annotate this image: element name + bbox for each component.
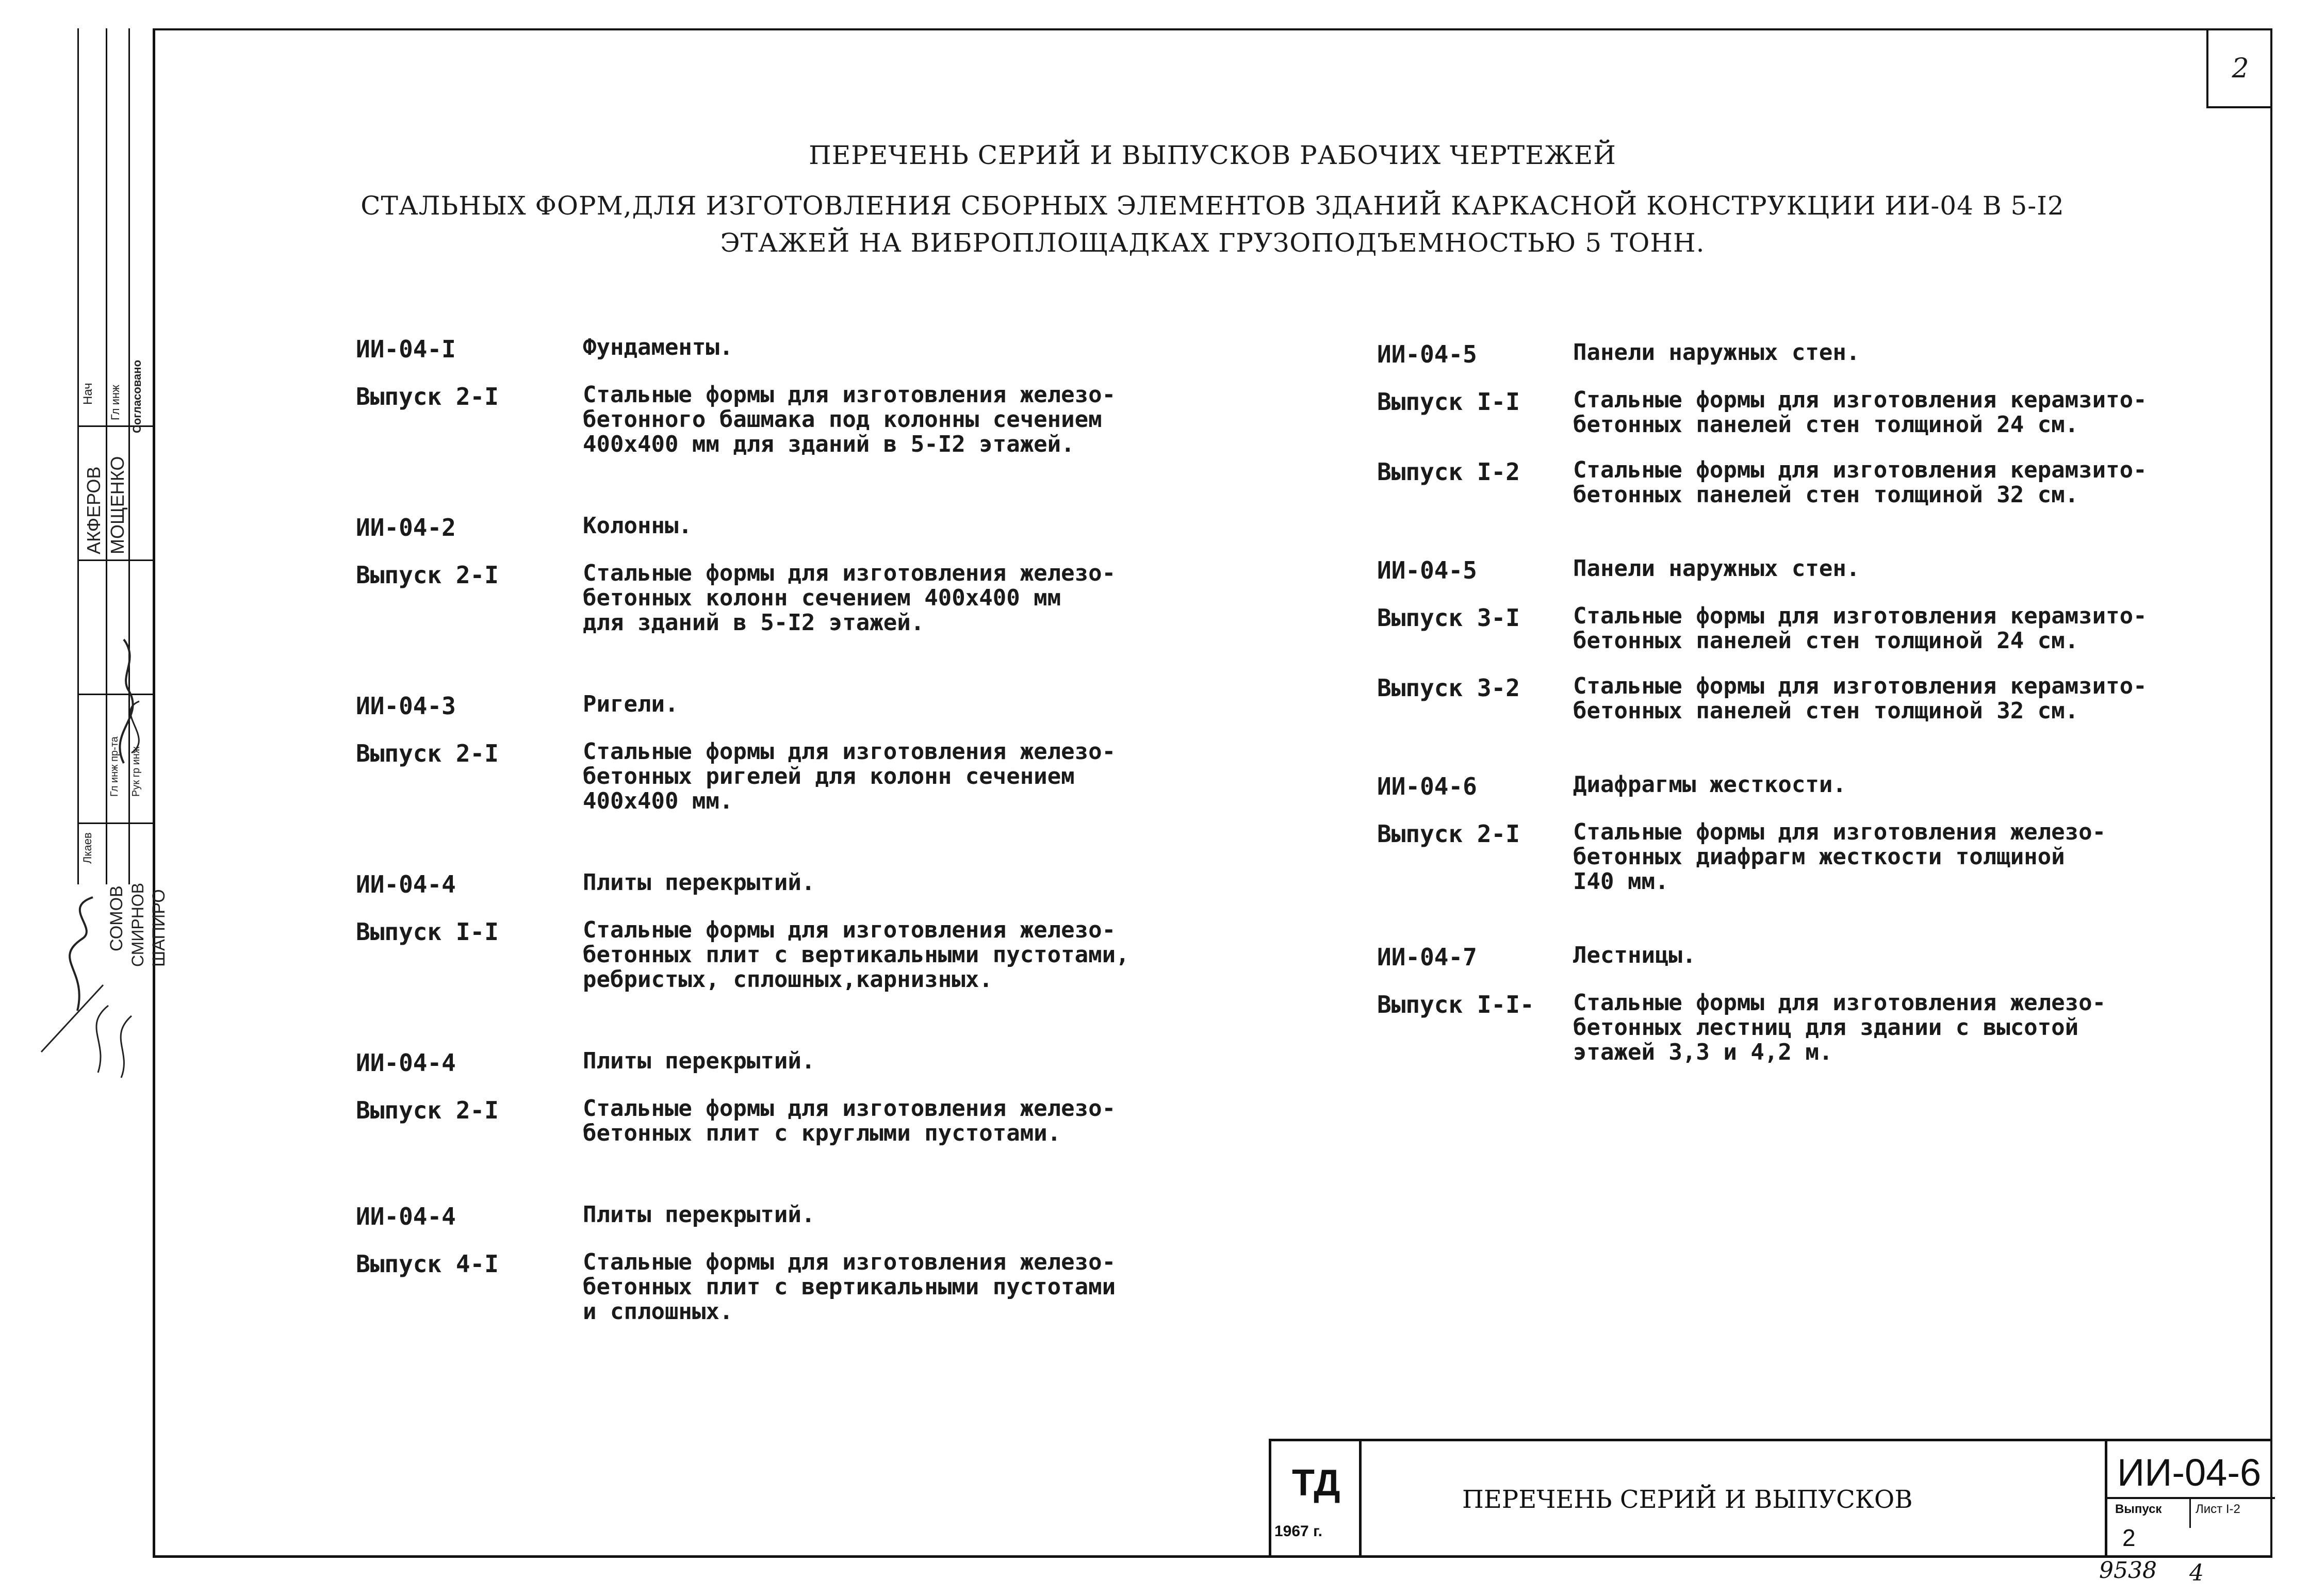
series-code: ИИ-04-4 <box>356 1049 456 1077</box>
sheet-number-box <box>2206 28 2272 108</box>
series-title: Фундаменты. <box>583 334 733 360</box>
issue-description: Стальные формы для изготовления железо- бетонных диафрагм жесткости толщиной I40 мм. <box>1573 819 2106 895</box>
archive-number: 9538 <box>2099 1557 2157 1584</box>
signature-marks <box>21 547 155 1093</box>
issue-description: Стальные формы для изготовления железо- бетонного башмака под колонны сечением 400х400 мм для зданий в 5-I2 этажей. <box>583 382 1116 457</box>
series-entry <box>1377 340 2254 507</box>
series-entry <box>356 1049 1233 1146</box>
strip-label-lkaev: Лкаев <box>81 832 94 864</box>
series-title: Панели наружных стен. <box>1573 339 1860 366</box>
strip-label-ruk-gr: Рук гр инж <box>130 746 142 797</box>
series-title: Плиты перекрытий. <box>583 1202 815 1228</box>
strip-name-moshchenko: МОЩЕНКО <box>107 456 128 554</box>
strip-label-nach: Нач <box>81 383 95 405</box>
issue-description: Стальные формы для изготовления керамзито- бетонных панелей стен толщиной 32 см. <box>1573 457 2147 508</box>
issue-code: Выпуск 2-I <box>356 383 499 410</box>
issue-code: Выпуск I-I <box>356 918 499 946</box>
archive-suffix: 4 <box>2189 1560 2204 1586</box>
series-entry <box>1377 556 2254 723</box>
issue-code: Выпуск 3-2 <box>1377 674 1520 702</box>
issue-description: Стальные формы для изготовления железо- бетонных ригелей для колонн сечением 400х400 мм. <box>583 738 1116 814</box>
issue-code: Выпуск 4-I <box>356 1250 499 1278</box>
issue-value: 2 <box>2122 1524 2136 1551</box>
series-title: Лестницы. <box>1573 942 1696 968</box>
drawing-name: ПЕРЕЧЕНЬ СЕРИЙ И ВЫПУСКОВ <box>1462 1485 1913 1514</box>
issue-code: Выпуск 2-I <box>356 561 499 589</box>
strip-label-agreed: Согласовано <box>130 359 143 433</box>
series-entry <box>356 870 1233 992</box>
issue-code: Выпуск 3-I <box>1377 604 1520 632</box>
series-entry <box>1377 943 2254 1065</box>
series-code: ИИ-04-I <box>356 335 456 363</box>
issue-code: Выпуск I-I- <box>1377 991 1534 1018</box>
strip-name-smirnov: СМИРНОВ <box>128 882 147 967</box>
issue-code: Выпуск 2-I <box>1377 820 1520 848</box>
series-code: ИИ-04-2 <box>356 514 456 541</box>
issue-description: Стальные формы для изготовления керамзито- бетонных панелей стен толщиной 24 см. <box>1573 387 2147 438</box>
series-entry <box>1377 772 2254 894</box>
issue-description: Стальные формы для изготовления железо- бетонных плит с вертикальными пустотами, ребристых, сплошных,карнизных. <box>583 917 1129 993</box>
issue-description: Стальные формы для изготовления железо- бетонных колонн сечением 400х400 мм для зданий в 5-I2 этажей. <box>583 560 1116 636</box>
issue-code: Выпуск I-2 <box>1377 458 1520 486</box>
heading-line-2: СТАЛЬНЫХ ФОРМ,ДЛЯ ИЗГОТОВЛЕНИЯ СБОРНЫХ ЭЛЕМЕНТОВ ЗДАНИЙ КАРКАСНОЙ КОНСТРУКЦИИ ИИ-04 В 5-I2 <box>361 191 2065 221</box>
issue-code: Выпуск I-I <box>1377 388 1520 416</box>
sheet-number: 2 <box>2232 53 2249 84</box>
sheet-label: Лист I-2 <box>2196 1502 2240 1516</box>
series-title: Панели наружных стен. <box>1573 555 1860 582</box>
series-code: ИИ-04-5 <box>1377 340 1477 368</box>
series-code: ИИ-04-4 <box>356 1203 456 1230</box>
org-code: ТД <box>1292 1462 1340 1504</box>
strip-name-akferov: АКФЕРОВ <box>83 466 104 554</box>
issue-description: Стальные формы для изготовления керамзито- бетонных панелей стен толщиной 24 см. <box>1573 603 2147 654</box>
strip-label-gl-inzh: Гл инж <box>109 385 122 420</box>
series-code: ИИ-04-7 <box>1377 943 1477 971</box>
issue-code: Выпуск 2-I <box>356 1096 499 1124</box>
series-title: Ригели. <box>583 691 679 717</box>
series-title: Плиты перекрытий. <box>583 1048 815 1074</box>
series-entry <box>356 514 1233 635</box>
series-title: Колонны. <box>583 513 692 539</box>
series-code: ИИ-04-6 <box>1377 772 1477 800</box>
issue-description: Стальные формы для изготовления железо- бетонных плит с круглыми пустотами. <box>583 1095 1116 1146</box>
issue-description: Стальные формы для изготовления железо- бетонных плит с вертикальными пустотами и сплошных. <box>583 1249 1116 1325</box>
series-entry <box>356 692 1233 814</box>
series-entry <box>356 1203 1233 1324</box>
issue-description: Стальные формы для изготовления железо- бетонных лестниц для здании с высотой этажей 3,3 и 4,2 м. <box>1573 990 2106 1065</box>
series-code: ИИ-04-4 <box>356 870 456 898</box>
year: 1967 г. <box>1274 1523 1322 1540</box>
series-code: ИИ-04-6 <box>2117 1451 2262 1494</box>
strip-name-shapiro: ШАПИРО <box>149 889 169 967</box>
right-column <box>1377 340 2254 1122</box>
series-title: Плиты перекрытий. <box>583 869 815 896</box>
series-code: ИИ-04-5 <box>1377 556 1477 584</box>
left-column <box>356 335 1233 1381</box>
series-entry <box>356 335 1233 457</box>
issue-label: Выпуск <box>2115 1502 2162 1516</box>
heading-line-3: ЭТАЖЕЙ НА ВИБРОПЛОЩАДКАХ ГРУЗОПОДЪЕМНОСТЬЮ 5 ТОНН. <box>720 228 1705 258</box>
strip-name-somov: СОМОВ <box>107 885 126 951</box>
issue-code: Выпуск 2-I <box>356 739 499 767</box>
heading-line-1: ПЕРЕЧЕНЬ СЕРИЙ И ВЫПУСКОВ РАБОЧИХ ЧЕРТЕЖЕЙ <box>809 140 1616 170</box>
title-block <box>1269 1439 2272 1558</box>
series-title: Диафрагмы жесткости. <box>1573 771 1846 798</box>
issue-description: Стальные формы для изготовления керамзито- бетонных панелей стен толщиной 32 см. <box>1573 673 2147 724</box>
strip-label-gl-inzh-proj: Гл инж пр-та <box>109 736 120 797</box>
series-code: ИИ-04-3 <box>356 692 456 720</box>
